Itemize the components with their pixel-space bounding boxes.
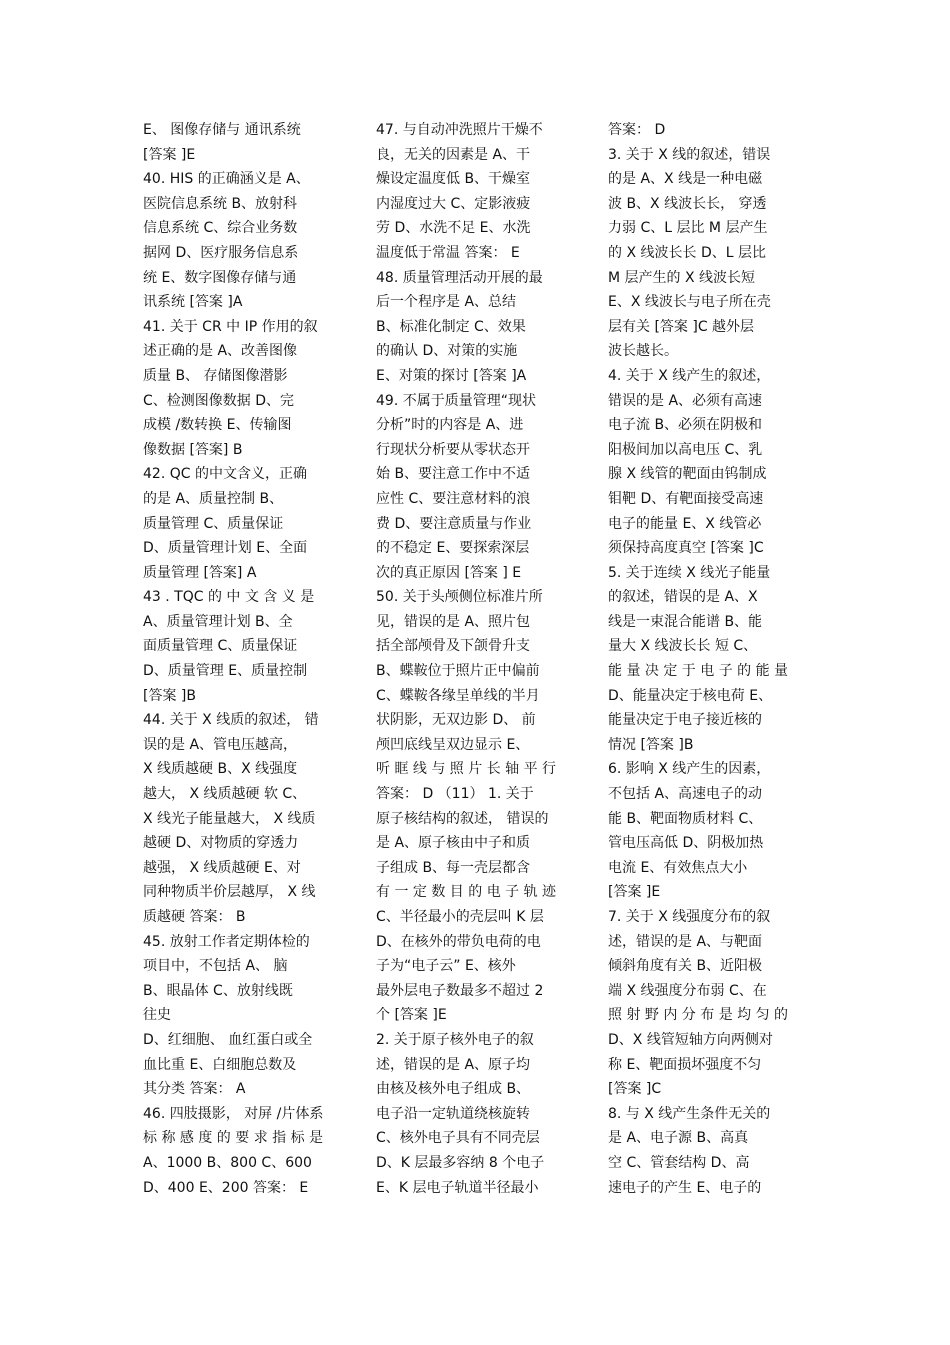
text-line: 质量 B、 存储图像潜影 bbox=[143, 367, 288, 384]
text-line: 始 B、要注意工作中不适 bbox=[376, 466, 531, 483]
text-line: E、对策的探讨 [答案 ]A bbox=[376, 367, 527, 384]
text-line: 同种物质半价层越厚， X 线 bbox=[143, 884, 316, 901]
text-line: 须保持高度真空 [答案 ]C bbox=[608, 540, 764, 557]
text-line: 原子核结构的叙述， 错误的 bbox=[376, 810, 549, 827]
text-line: 答案： D bbox=[608, 122, 666, 138]
text-line: 子为“电子云” E、核外 bbox=[376, 958, 516, 975]
text-line: M 层产生的 X 线波长短 bbox=[608, 269, 756, 286]
text-line: 情况 [答案 ]B bbox=[608, 736, 694, 753]
text-line: 状阴影，无双边影 D、 前 bbox=[376, 712, 536, 729]
text-line: B、眼晶体 C、放射线既 bbox=[143, 982, 293, 999]
text-line: 倾斜角度有关 B、近阳极 bbox=[608, 958, 763, 975]
text-line: C、半径最小的壳层叫 K 层 bbox=[376, 909, 544, 925]
text-line: 费 D、要注意质量与作业 bbox=[376, 515, 532, 532]
text-line: 的是 A、X 线是一种电磁 bbox=[608, 171, 763, 188]
text-line: C、检测图像数据 D、完 bbox=[143, 392, 295, 409]
text-line: 讯系统 [答案 ]A bbox=[143, 294, 243, 311]
text-line: 颅凹底线呈双边显示 E、 bbox=[376, 736, 530, 753]
text-line: 钼靶 D、有靶面接受高速 bbox=[608, 490, 764, 507]
text-line: E、X 线波长与电子所在壳 bbox=[608, 294, 771, 311]
text-line: A、1000 B、800 C、600 bbox=[143, 1154, 312, 1171]
text-line: E、K 层电子轨道半径最小 bbox=[376, 1179, 539, 1196]
text-line: 血比重 E、白细胞总数及 bbox=[143, 1056, 297, 1073]
text-line: 质量管理 C、质量保证 bbox=[143, 515, 284, 532]
text-column-middle bbox=[376, 118, 581, 1200]
text-line: 的确认 D、对策的实施 bbox=[376, 343, 518, 360]
text-line: D、能量决定于核电荷 E、 bbox=[608, 687, 773, 704]
text-line: D、K 层最多容纳 8 个电子 bbox=[376, 1154, 545, 1171]
text-line: D、质量管理 E、质量控制 bbox=[143, 663, 308, 680]
text-line: [答案 ]E bbox=[143, 146, 196, 163]
text-line: 是 A、原子核由中子和质 bbox=[376, 835, 531, 852]
text-line: E、 图像存储与 通讯系统 bbox=[143, 122, 301, 138]
text-line: 往史 bbox=[143, 1007, 171, 1024]
text-line: B、标准化制定 C、效果 bbox=[376, 318, 526, 335]
text-line: 子组成 B、每一壳层都含 bbox=[376, 859, 531, 876]
text-line: 错误的是 A、必须有高速 bbox=[608, 392, 763, 409]
text-line: 述，错误的是 A、原子均 bbox=[376, 1056, 531, 1073]
text-line: 燥设定温度低 B、干燥室 bbox=[376, 171, 531, 188]
text-line: 48. 质量管理活动开展的最 bbox=[376, 269, 543, 286]
text-line: 能量决定于电子接近核的 bbox=[608, 712, 762, 729]
text-line: 答案： D （11） 1. 关于 bbox=[376, 786, 534, 803]
text-line: 越大， X 线质越硬 软 C、 bbox=[143, 786, 307, 803]
text-line: 8. 与 X 线产生条件无关的 bbox=[608, 1105, 771, 1122]
text-line: 有 一 定 数 目 的 电 子 轨 迹 bbox=[376, 884, 557, 901]
text-line: [答案 ]E bbox=[608, 884, 661, 901]
text-line: X 线质越硬 B、X 线强度 bbox=[143, 761, 298, 778]
text-line: 述正确的是 A、改善图像 bbox=[143, 343, 298, 360]
text-line: 2. 关于原子核外电子的叙 bbox=[376, 1031, 534, 1048]
text-line: 7. 关于 X 线强度分布的叙 bbox=[608, 909, 771, 925]
text-line: 不包括 A、高速电子的动 bbox=[608, 786, 763, 803]
text-line: 是 A、电子源 B、高真 bbox=[608, 1130, 749, 1147]
text-line: 温度低于常温 答案： E bbox=[376, 244, 520, 261]
text-line: 由核及核外电子组成 B、 bbox=[376, 1081, 531, 1098]
text-line: 42. QC 的中文含义，正确 bbox=[143, 466, 307, 483]
text-line: 最外层电子数最多不超过 2 bbox=[376, 982, 544, 999]
text-line: 内湿度过大 C、定影液疲 bbox=[376, 195, 531, 212]
text-line: 括全部颅骨及下颌骨升支 bbox=[376, 638, 530, 655]
text-line: A、质量管理计划 B、全 bbox=[143, 613, 293, 630]
text-line: 速电子的产生 E、电子的 bbox=[608, 1179, 762, 1196]
text-line: 41. 关于 CR 中 IP 作用的叙 bbox=[143, 318, 318, 335]
text-line: 质量管理 [答案] A bbox=[143, 564, 257, 581]
text-line: 的不稳定 E、要探索深层 bbox=[376, 540, 530, 557]
text-line: 能 量 决 定 于 电 子 的 能 量 bbox=[608, 663, 789, 680]
text-line: 力弱 C、L 层比 M 层产生 bbox=[608, 220, 768, 237]
text-line: 次的真正原因 [答案 ] E bbox=[376, 564, 522, 581]
text-line: 空 C、管套结构 D、高 bbox=[608, 1154, 750, 1171]
text-line: 管电压高低 D、阴极加热 bbox=[608, 835, 764, 852]
text-line: 误的是 A、管电压越高， bbox=[143, 736, 298, 753]
text-line: 量大 X 线波长长 短 C、 bbox=[608, 638, 758, 655]
text-line: 电子流 B、必须在阴极和 bbox=[608, 417, 763, 434]
text-line: 质越硬 答案： B bbox=[143, 909, 246, 925]
text-line: 行现状分析要从零状态开 bbox=[376, 441, 530, 458]
text-line: 越硬 D、对物质的穿透力 bbox=[143, 835, 299, 852]
text-line: [答案 ]C bbox=[608, 1081, 662, 1098]
text-line: D、X 线管短轴方向两侧对 bbox=[608, 1031, 773, 1048]
text-line: 50. 关于头颅侧位标准片所 bbox=[376, 589, 543, 606]
text-line: 医院信息系统 B、放射科 bbox=[143, 195, 298, 212]
text-line: 据网 D、医疗服务信息系 bbox=[143, 244, 299, 261]
text-line: 波长越长。 bbox=[608, 343, 678, 360]
text-line: 46. 四肢摄影， 对屏 /片体系 bbox=[143, 1105, 324, 1122]
text-line: 信息系统 C、综合业务数 bbox=[143, 220, 298, 237]
text-line: 劳 D、水洗不足 E、水洗 bbox=[376, 220, 531, 237]
text-line: 面质量管理 C、质量保证 bbox=[143, 638, 298, 655]
text-line: 后一个程序是 A、总结 bbox=[376, 294, 517, 311]
text-line: 良，无关的因素是 A、干 bbox=[376, 146, 531, 163]
text-line: 腺 X 线管的靶面由钨制成 bbox=[608, 466, 767, 483]
text-line: 43 . TQC 的 中 文 含 义 是 bbox=[143, 589, 315, 606]
text-line: 像数据 [答案] B bbox=[143, 441, 243, 458]
text-line: 49. 不属于质量管理“现状 bbox=[376, 392, 536, 409]
text-line: C、蝶鞍各缘呈单线的半月 bbox=[376, 687, 540, 704]
text-line: 阳极间加以高电压 C、乳 bbox=[608, 441, 763, 458]
text-line: 述，错误的是 A、与靶面 bbox=[608, 933, 763, 950]
text-line: 5. 关于连续 X 线光子能量 bbox=[608, 564, 771, 581]
text-line: 的是 A、质量控制 B、 bbox=[143, 490, 284, 507]
text-line: D、质量管理计划 E、全面 bbox=[143, 540, 308, 557]
text-line: 电子沿一定轨道绕核旋转 bbox=[376, 1105, 530, 1122]
text-line: D、在核外的带负电荷的电 bbox=[376, 933, 541, 950]
text-line: 见，错误的是 A、照片包 bbox=[376, 613, 531, 630]
text-line: 40. HIS 的正确涵义是 A、 bbox=[143, 171, 310, 188]
text-line: [答案 ]B bbox=[143, 687, 196, 704]
text-line: C、核外电子具有不同壳层 bbox=[376, 1130, 540, 1147]
text-line: 44. 关于 X 线质的叙述， 错 bbox=[143, 712, 319, 729]
text-line: 的叙述，错误的是 A、X bbox=[608, 589, 758, 606]
text-line: 端 X 线强度分布弱 C、在 bbox=[608, 982, 767, 999]
text-line: 统 E、数字图像存储与通 bbox=[143, 269, 297, 286]
text-line: 波 B、X 线波长长， 穿透 bbox=[608, 195, 767, 212]
text-line: 线是一束混合能谱 B、能 bbox=[608, 613, 763, 630]
text-line: 项目中，不包括 A、 脑 bbox=[143, 958, 288, 975]
text-line: 称 E、靶面损坏强度不匀 bbox=[608, 1056, 762, 1073]
text-line: 层有关 [答案 ]C 越外层 bbox=[608, 318, 755, 335]
text-line: D、400 E、200 答案： E bbox=[143, 1179, 309, 1196]
text-line: 应性 C、要注意材料的浪 bbox=[376, 490, 531, 507]
text-line: 3. 关于 X 线的叙述，错误 bbox=[608, 146, 771, 163]
text-line: 成模 /数转换 E、传输图 bbox=[143, 417, 292, 434]
text-line: 47. 与自动冲洗照片干燥不 bbox=[376, 122, 543, 138]
text-line: 越强， X 线质越硬 E、对 bbox=[143, 859, 301, 876]
text-line: 其分类 答案： A bbox=[143, 1081, 246, 1098]
text-line: 6. 影响 X 线产生的因素， bbox=[608, 761, 771, 778]
text-line: 听 眶 线 与 照 片 长 轴 平 行 bbox=[376, 761, 557, 778]
text-line: X 线光子能量越大， X 线质 bbox=[143, 810, 316, 827]
text-line: 4. 关于 X 线产生的叙述， bbox=[608, 367, 771, 384]
text-line: 能 B、靶面物质材料 C、 bbox=[608, 810, 763, 827]
text-line: 电流 E、有效焦点大小 bbox=[608, 859, 748, 876]
text-line: 个 [答案 ]E bbox=[376, 1007, 447, 1024]
text-line: B、蝶鞍位于照片正中偏前 bbox=[376, 663, 540, 680]
text-column-left bbox=[143, 118, 348, 1200]
text-line: 的 X 线波长长 D、L 层比 bbox=[608, 244, 766, 261]
text-line: 电子的能量 E、X 线管必 bbox=[608, 515, 762, 532]
text-line: 45. 放射工作者定期体检的 bbox=[143, 933, 310, 950]
text-line: 照 射 野 内 分 布 是 均 匀 的 bbox=[608, 1007, 789, 1024]
text-column-right bbox=[608, 118, 813, 1200]
text-line: 分析”时的内容是 A、进 bbox=[376, 417, 524, 434]
text-line: D、红细胞、 血红蛋白或全 bbox=[143, 1031, 313, 1048]
text-line: 标 称 感 度 的 要 求 指 标 是 bbox=[143, 1130, 324, 1147]
